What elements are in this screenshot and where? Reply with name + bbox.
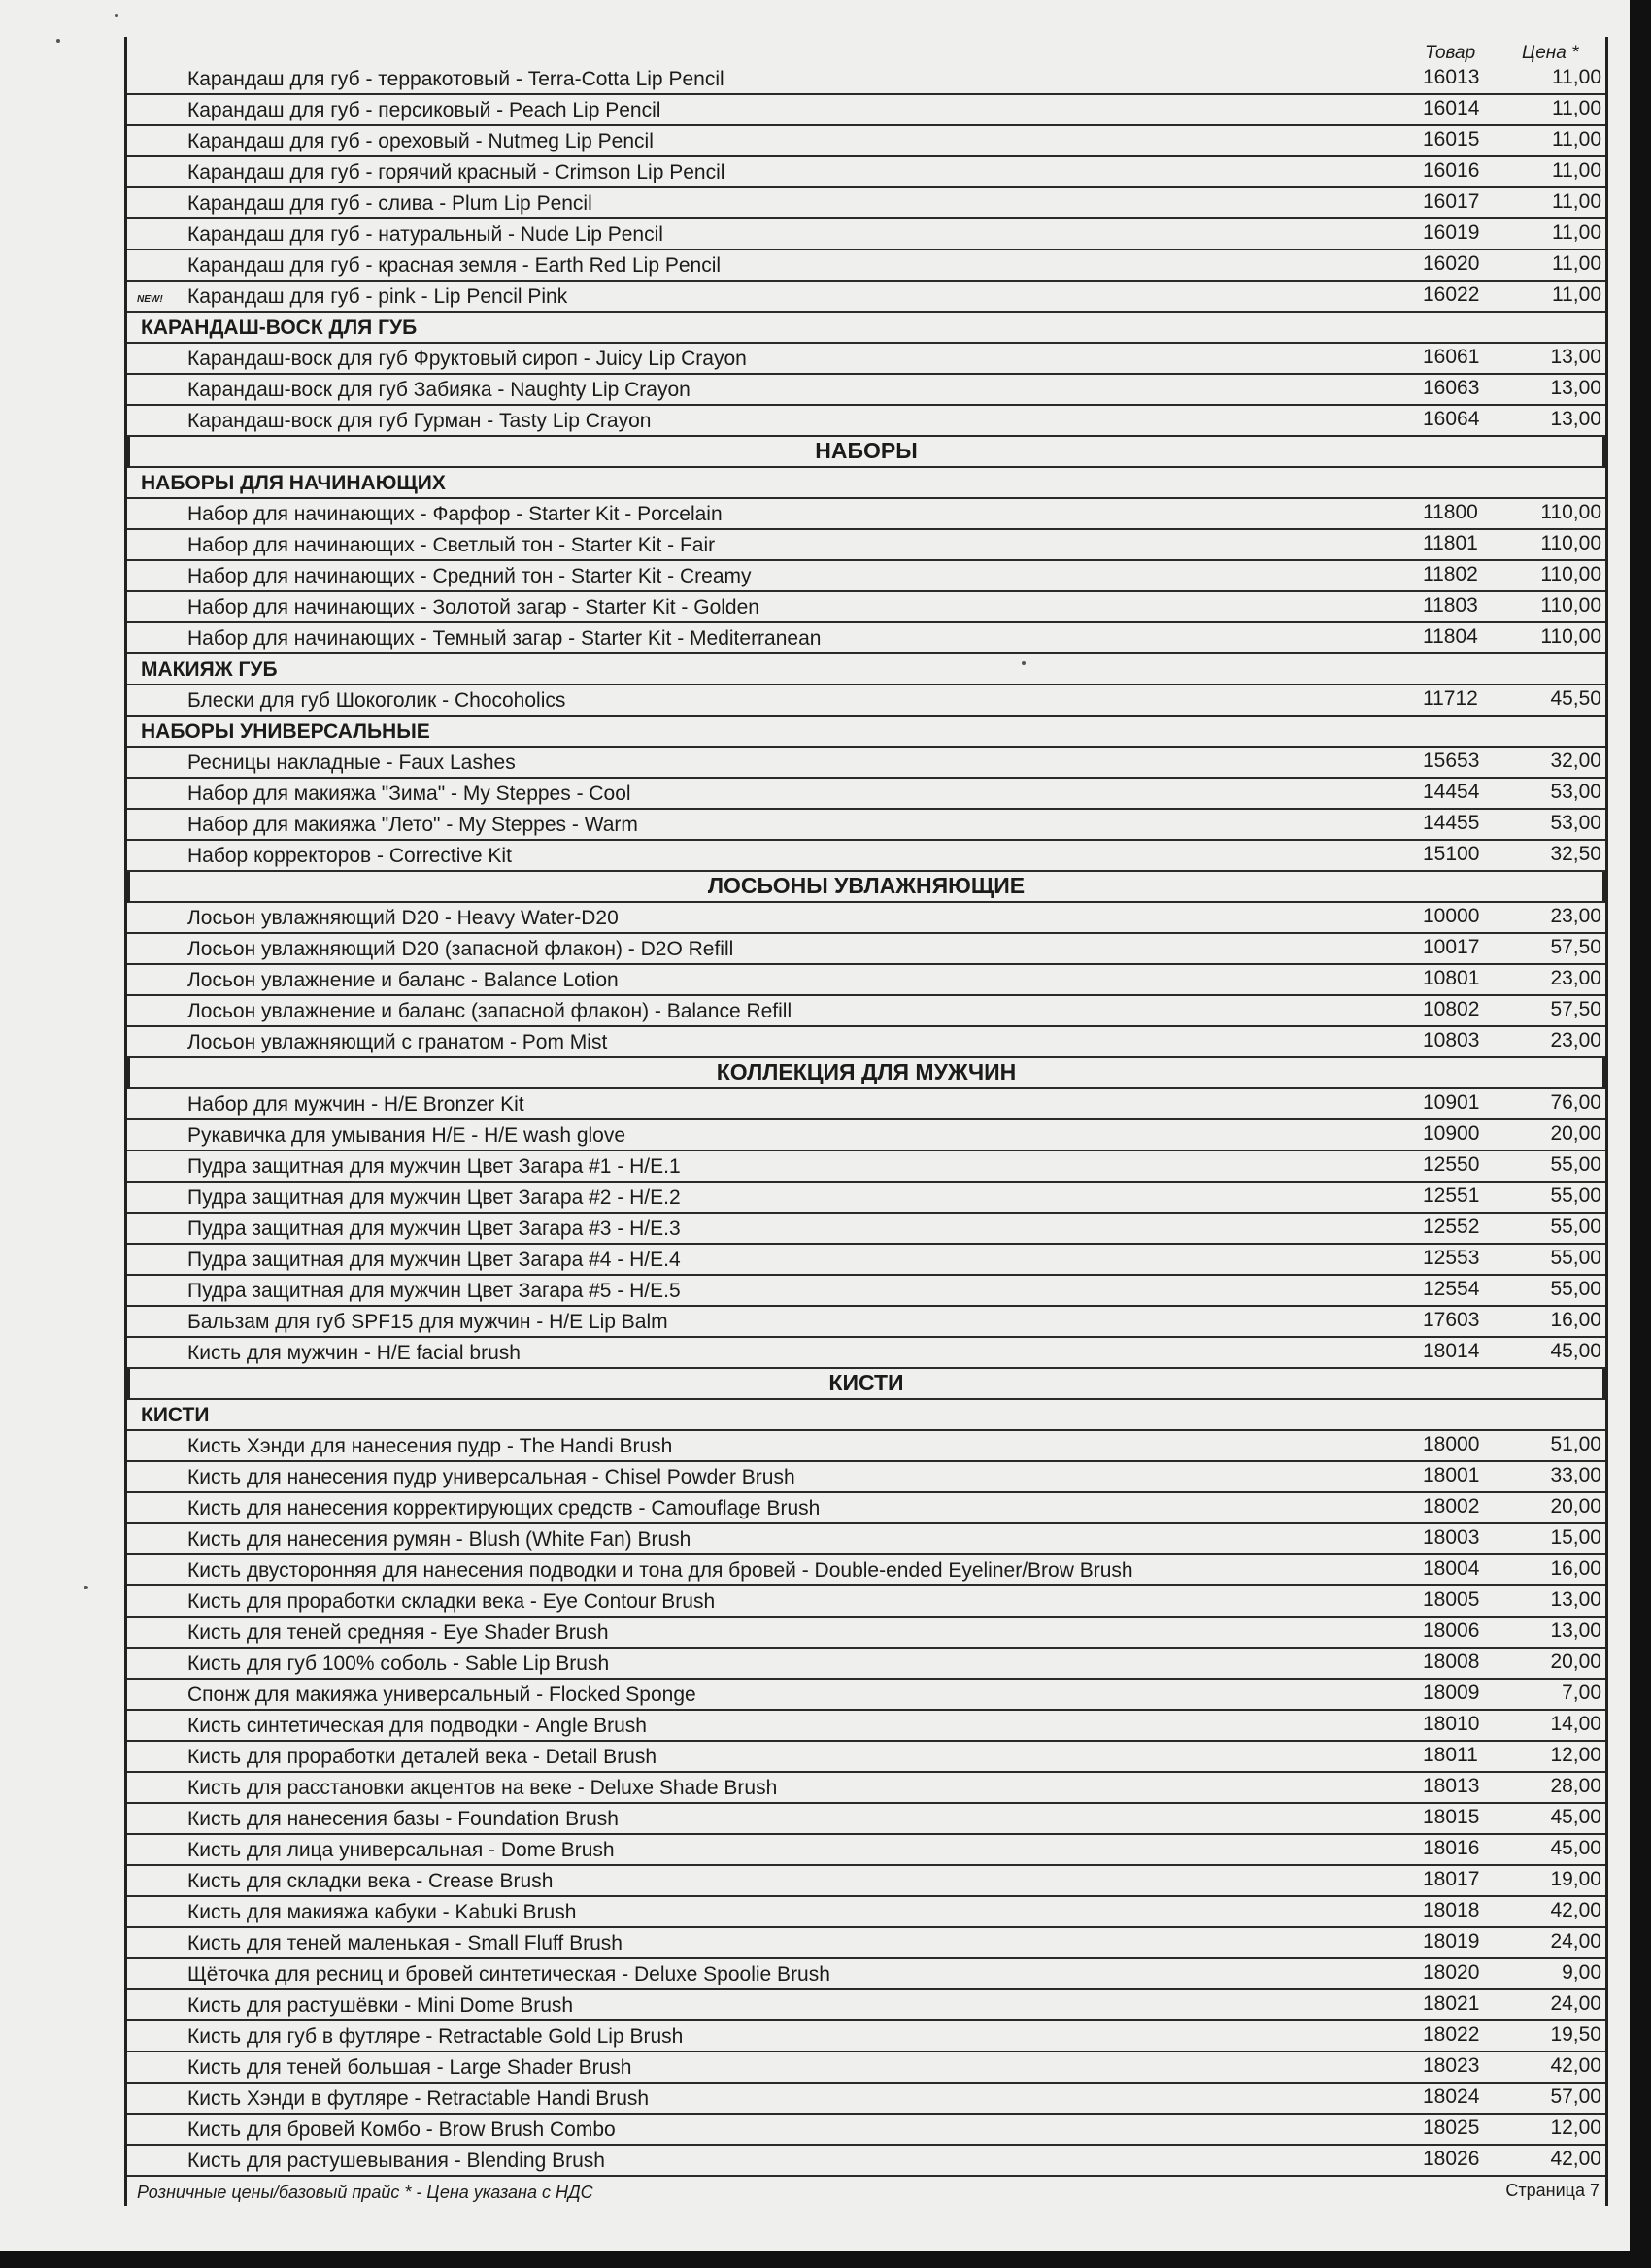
product-price: 11,00	[1552, 159, 1601, 182]
product-price: 11,00	[1552, 66, 1601, 88]
table-row	[127, 841, 1605, 872]
product-code: 10801	[1423, 967, 1480, 989]
product-price: 19,50	[1550, 2023, 1601, 2046]
table-row	[127, 406, 1605, 437]
product-price: 24,00	[1550, 1992, 1601, 2015]
product-price: 11,00	[1552, 190, 1601, 213]
table-row	[127, 1555, 1605, 1586]
section-heading-row	[127, 872, 1605, 903]
product-name: Карандаш-воск для губ Гурман - Tasty Lip Crayon	[187, 410, 652, 432]
product-name: Пудра защитная для мужчин Цвет Загара #1 - H/E.1	[187, 1155, 681, 1178]
product-code: 14454	[1423, 781, 1480, 803]
table-row	[127, 1183, 1605, 1214]
product-code: 10901	[1423, 1091, 1480, 1114]
scan-speck	[84, 1586, 88, 1589]
product-price: 42,00	[1550, 2148, 1601, 2170]
table-row	[127, 2084, 1605, 2115]
product-price: 42,00	[1550, 2054, 1601, 2077]
product-price: 110,00	[1540, 594, 1601, 617]
heading-text: КОЛЛЕКЦИЯ ДЛЯ МУЖЧИН	[716, 1059, 1017, 1084]
product-name: Лосьон увлажнение и баланс (запасной флакон) - Balance Refill	[187, 1000, 792, 1022]
product-code: 11801	[1423, 532, 1478, 554]
product-price: 13,00	[1550, 346, 1601, 368]
product-name: Кисть для губ 100% соболь - Sable Lip Brush	[187, 1652, 610, 1675]
product-price: 14,00	[1550, 1713, 1601, 1735]
heading-text: НАБОРЫ ДЛЯ НАЧИНАЮЩИХ	[141, 472, 446, 494]
heading-text: КАРАНДАШ-ВОСК ДЛЯ ГУБ	[141, 317, 418, 339]
product-name: Кисть для нанесения базы - Foundation Brush	[187, 1808, 619, 1830]
product-name: Кисть для проработки деталей века - Detail Brush	[187, 1746, 657, 1768]
price-table	[124, 37, 1608, 2206]
section-heading-row	[127, 1058, 1605, 1089]
table-row	[127, 530, 1605, 561]
product-price: 55,00	[1550, 1153, 1601, 1176]
heading-text: НАБОРЫ УНИВЕРСАЛЬНЫЕ	[141, 720, 430, 743]
product-code: 16064	[1423, 408, 1480, 430]
product-name: Кисть для нанесения румян - Blush (White Fan) Brush	[187, 1528, 691, 1551]
product-name: Рукавичка для умывания H/E - H/E wash glove	[187, 1124, 626, 1147]
table-row	[127, 623, 1605, 654]
table-row	[127, 2146, 1605, 2177]
product-name: Набор для начинающих - Золотой загар - Starter Kit - Golden	[187, 596, 759, 618]
product-code: 18024	[1423, 2085, 1480, 2108]
table-row	[127, 685, 1605, 717]
table-row	[127, 499, 1605, 530]
product-price: 28,00	[1550, 1775, 1601, 1797]
product-code: 18016	[1423, 1837, 1480, 1859]
product-name: Кисть синтетическая для подводки - Angle Brush	[187, 1715, 647, 1737]
table-row	[127, 188, 1605, 219]
product-price: 16,00	[1550, 1557, 1601, 1580]
product-code: 18023	[1423, 2054, 1480, 2077]
product-name: Набор корректоров - Corrective Kit	[187, 845, 512, 867]
table-row	[127, 1493, 1605, 1524]
product-name: Набор для начинающих - Светлый тон - Starter Kit - Fair	[187, 534, 716, 556]
heading-text: МАКИЯЖ ГУБ	[141, 658, 278, 681]
table-row	[127, 903, 1605, 934]
table-row	[127, 996, 1605, 1027]
product-price: 110,00	[1540, 563, 1601, 585]
table-row	[127, 1151, 1605, 1183]
product-code: 16017	[1423, 190, 1480, 213]
product-price: 32,00	[1550, 750, 1601, 772]
product-name: Кисть для растушёвки - Mini Dome Brush	[187, 1994, 574, 2017]
product-price: 20,00	[1550, 1651, 1601, 1673]
column-header	[127, 37, 1605, 64]
product-name: Карандаш-воск для губ Фруктовый сироп - Juicy Lip Crayon	[187, 348, 747, 370]
product-price: 23,00	[1550, 905, 1601, 927]
product-code: 16015	[1423, 128, 1480, 150]
product-code: 10802	[1423, 998, 1480, 1020]
category-heading-row	[127, 654, 1605, 685]
product-name: Кисть двусторонняя для нанесения подводки и тона для бровей - Double-ended Eyeliner/Brow Brush	[187, 1559, 1133, 1582]
page-number: Страница 7	[1505, 2181, 1600, 2200]
product-code: 18018	[1423, 1899, 1480, 1921]
table-row	[127, 64, 1605, 95]
product-name: Щёточка для ресниц и бровей синтетическая - Deluxe Spoolie Brush	[187, 1963, 830, 1985]
product-price: 55,00	[1550, 1216, 1601, 1238]
table-row	[127, 1276, 1605, 1307]
product-name: Кисть для теней средняя - Eye Shader Brush	[187, 1621, 609, 1644]
product-price: 57,50	[1550, 936, 1601, 958]
product-price: 24,00	[1550, 1930, 1601, 1952]
new-badge: NEW!	[137, 294, 163, 305]
product-price: 13,00	[1550, 408, 1601, 430]
product-price: 23,00	[1550, 967, 1601, 989]
table-row	[127, 375, 1605, 406]
product-code: 18001	[1423, 1464, 1480, 1486]
product-name: Карандаш для губ - слива - Plum Lip Pencil	[187, 192, 592, 215]
product-price: 45,00	[1550, 1806, 1601, 1828]
product-name: Кисть для лица универсальная - Dome Brush	[187, 1839, 615, 1861]
product-price: 53,00	[1550, 781, 1601, 803]
table-body	[127, 64, 1605, 2177]
table-row	[127, 1928, 1605, 1959]
table-row	[127, 282, 1605, 313]
product-price: 11,00	[1552, 284, 1601, 306]
product-code: 11800	[1423, 501, 1478, 523]
product-name: Кисть для теней маленькая - Small Fluff Brush	[187, 1932, 623, 1954]
product-code: 12550	[1423, 1153, 1480, 1176]
product-price: 45,00	[1550, 1837, 1601, 1859]
product-code: 18019	[1423, 1930, 1480, 1952]
table-row	[127, 1680, 1605, 1711]
product-price: 76,00	[1550, 1091, 1601, 1114]
product-name: Блески для губ Шокоголик - Chocoholics	[187, 689, 566, 712]
product-code: 18004	[1423, 1557, 1480, 1580]
product-price: 9,00	[1562, 1961, 1601, 1984]
product-name: Лосьон увлажнение и баланс - Balance Lotion	[187, 969, 619, 991]
table-row	[127, 126, 1605, 157]
product-name: Пудра защитная для мужчин Цвет Загара #5 - H/E.5	[187, 1280, 681, 1302]
table-row	[127, 810, 1605, 841]
product-code: 16061	[1423, 346, 1480, 368]
table-row	[127, 592, 1605, 623]
table-row	[127, 157, 1605, 188]
heading-text: КИСТИ	[141, 1404, 210, 1426]
product-name: Кисть для бровей Комбо - Brow Brush Combo	[187, 2118, 616, 2141]
table-row	[127, 95, 1605, 126]
product-price: 16,00	[1550, 1309, 1601, 1331]
product-code: 11802	[1423, 563, 1478, 585]
footer-note: Розничные цены/базовый прайс * - Цена указана с НДС	[137, 2183, 593, 2202]
table-row	[127, 1711, 1605, 1742]
product-price: 23,00	[1550, 1029, 1601, 1051]
product-code: 12551	[1423, 1184, 1480, 1207]
product-price: 33,00	[1550, 1464, 1601, 1486]
product-code: 18006	[1423, 1619, 1480, 1642]
product-code: 16063	[1423, 377, 1480, 399]
product-code: 18015	[1423, 1806, 1480, 1828]
table-row	[127, 1245, 1605, 1276]
product-name: Карандаш для губ - pink - Lip Pencil Pink	[187, 285, 568, 308]
product-code: 11804	[1423, 625, 1478, 648]
product-name: Карандаш для губ - красная земля - Earth Red Lip Pencil	[187, 254, 722, 277]
product-code: 18025	[1423, 2117, 1480, 2139]
product-name: Карандаш для губ - горячий красный - Crimson Lip Pencil	[187, 161, 725, 183]
table-row	[127, 748, 1605, 779]
product-code: 16013	[1423, 66, 1480, 88]
product-code: 18002	[1423, 1495, 1480, 1518]
product-price: 11,00	[1552, 128, 1601, 150]
product-code: 18013	[1423, 1775, 1480, 1797]
product-code: 18000	[1423, 1433, 1480, 1455]
product-name: Кисть для нанесения пудр универсальная - Chisel Powder Brush	[187, 1466, 795, 1488]
product-price: 20,00	[1550, 1495, 1601, 1518]
product-name: Кисть для нанесения корректирующих средств - Camouflage Brush	[187, 1497, 821, 1519]
product-name: Бальзам для губ SPF15 для мужчин - H/E Lip Balm	[187, 1311, 668, 1333]
product-code: 18009	[1423, 1682, 1480, 1704]
table-row	[127, 2115, 1605, 2146]
table-row	[127, 1586, 1605, 1618]
product-name: Кисть для расстановки акцентов на веке - Deluxe Shade Brush	[187, 1777, 778, 1799]
product-code: 14455	[1423, 812, 1480, 834]
product-name: Кисть Хэнди в футляре - Retractable Handi Brush	[187, 2087, 650, 2110]
product-name: Кисть для макияжа кабуки - Kabuki Brush	[187, 1901, 577, 1923]
product-code: 12554	[1423, 1278, 1480, 1300]
product-price: 13,00	[1550, 1619, 1601, 1642]
category-heading-row	[127, 1400, 1605, 1431]
product-price: 55,00	[1550, 1278, 1601, 1300]
product-price: 110,00	[1540, 625, 1601, 648]
table-row	[127, 1338, 1605, 1369]
table-row	[127, 344, 1605, 375]
column-code-header: Товар	[1425, 43, 1476, 63]
product-price: 20,00	[1550, 1122, 1601, 1145]
product-code: 16022	[1423, 284, 1480, 306]
product-code: 11803	[1423, 594, 1478, 617]
table-row	[127, 1959, 1605, 1990]
table-row	[127, 1773, 1605, 1804]
category-heading-row	[127, 313, 1605, 344]
product-code: 18008	[1423, 1651, 1480, 1673]
table-row	[127, 965, 1605, 996]
product-price: 11,00	[1552, 221, 1601, 244]
product-code: 18017	[1423, 1868, 1480, 1890]
product-price: 7,00	[1562, 1682, 1601, 1704]
product-code: 16014	[1423, 97, 1480, 119]
product-code: 16016	[1423, 159, 1480, 182]
table-row	[127, 1835, 1605, 1866]
product-code: 15100	[1423, 843, 1480, 865]
product-name: Кисть для растушевывания - Blending Brush	[187, 2150, 605, 2172]
product-code: 10900	[1423, 1122, 1480, 1145]
product-price: 110,00	[1540, 501, 1601, 523]
product-price: 45,50	[1550, 687, 1601, 710]
product-price: 57,50	[1550, 998, 1601, 1020]
product-code: 10000	[1423, 905, 1480, 927]
product-price: 11,00	[1552, 252, 1601, 275]
table-row	[127, 1120, 1605, 1151]
product-name: Лосьон увлажняющий D20 - Heavy Water-D20	[187, 907, 619, 929]
product-name: Кисть для проработки складки века - Eye Contour Brush	[187, 1590, 716, 1613]
table-row	[127, 1618, 1605, 1649]
product-code: 10803	[1423, 1029, 1480, 1051]
product-name: Набор для начинающих - Средний тон - Starter Kit - Creamy	[187, 565, 752, 587]
product-name: Набор для начинающих - Темный загар - Starter Kit - Mediterranean	[187, 627, 822, 650]
product-code: 16019	[1423, 221, 1480, 244]
table-row	[127, 1214, 1605, 1245]
product-code: 18022	[1423, 2023, 1480, 2046]
product-name: Карандаш для губ - персиковый - Peach Lip Pencil	[187, 99, 661, 121]
product-name: Пудра защитная для мужчин Цвет Загара #4 - H/E.4	[187, 1249, 681, 1271]
product-code: 12552	[1423, 1216, 1480, 1238]
product-name: Кисть для мужчин - H/E facial brush	[187, 1342, 521, 1364]
scan-speck	[115, 14, 118, 17]
product-price: 13,00	[1550, 377, 1601, 399]
product-price: 53,00	[1550, 812, 1601, 834]
table-row	[127, 561, 1605, 592]
table-row	[127, 219, 1605, 250]
product-name: Набор для начинающих - Фарфор - Starter Kit - Porcelain	[187, 503, 723, 525]
table-row	[127, 1742, 1605, 1773]
product-code: 18014	[1423, 1340, 1480, 1362]
table-row	[127, 1089, 1605, 1120]
category-heading-row	[127, 468, 1605, 499]
product-code: 18010	[1423, 1713, 1480, 1735]
table-row	[127, 1897, 1605, 1928]
table-row	[127, 934, 1605, 965]
table-row	[127, 1804, 1605, 1835]
heading-text: КИСТИ	[828, 1370, 904, 1395]
product-name: Пудра защитная для мужчин Цвет Загара #2 - H/E.2	[187, 1186, 681, 1209]
product-price: 42,00	[1550, 1899, 1601, 1921]
product-price: 55,00	[1550, 1184, 1601, 1207]
product-name: Кисть для губ в футляре - Retractable Gold Lip Brush	[187, 2025, 684, 2048]
table-row	[127, 1649, 1605, 1680]
product-code: 12553	[1423, 1247, 1480, 1269]
product-name: Набор для макияжа "Лето" - My Steppes - Warm	[187, 814, 638, 836]
table-row	[127, 1307, 1605, 1338]
product-name: Спонж для макияжа универсальный - Flocked Sponge	[187, 1684, 696, 1706]
product-name: Лосьон увлажняющий с гранатом - Pom Mist	[187, 1031, 608, 1053]
product-price: 110,00	[1540, 532, 1601, 554]
table-row	[127, 2021, 1605, 2052]
product-name: Набор для макияжа "Зима" - My Steppes - Cool	[187, 783, 631, 805]
heading-text: ЛОСЬОНЫ УВЛАЖНЯЮЩИЕ	[707, 873, 1026, 898]
product-code: 18003	[1423, 1526, 1480, 1549]
product-name: Ресницы накладные - Faux Lashes	[187, 751, 516, 774]
product-code: 18021	[1423, 1992, 1480, 2015]
scan-edge-bottom	[0, 2251, 1651, 2268]
section-heading-row	[127, 437, 1605, 468]
product-code: 16020	[1423, 252, 1480, 275]
product-name: Лосьон увлажняющий D20 (запасной флакон) - D2O Refill	[187, 938, 734, 960]
product-price: 55,00	[1550, 1247, 1601, 1269]
product-code: 11712	[1423, 687, 1478, 710]
table-row	[127, 250, 1605, 282]
product-price: 51,00	[1550, 1433, 1601, 1455]
table-row	[127, 1431, 1605, 1462]
table-row	[127, 1027, 1605, 1058]
heading-text: НАБОРЫ	[815, 438, 918, 463]
product-price: 57,00	[1550, 2085, 1601, 2108]
category-heading-row	[127, 717, 1605, 748]
product-name: Набор для мужчин - H/E Bronzer Kit	[187, 1093, 524, 1116]
product-price: 11,00	[1552, 97, 1601, 119]
scan-speck	[56, 39, 60, 43]
product-name: Пудра защитная для мужчин Цвет Загара #3 - H/E.3	[187, 1217, 681, 1240]
product-price: 32,50	[1550, 843, 1601, 865]
table-row	[127, 1524, 1605, 1555]
product-code: 17603	[1423, 1309, 1480, 1331]
product-name: Кисть для теней большая - Large Shader Brush	[187, 2056, 632, 2079]
product-name: Карандаш для губ - натуральный - Nude Lip Pencil	[187, 223, 663, 246]
table-row	[127, 1462, 1605, 1493]
product-code: 18026	[1423, 2148, 1480, 2170]
section-heading-row	[127, 1369, 1605, 1400]
table-row	[127, 1990, 1605, 2021]
product-code: 18005	[1423, 1588, 1480, 1611]
product-price: 19,00	[1550, 1868, 1601, 1890]
product-price: 15,00	[1550, 1526, 1601, 1549]
table-row	[127, 779, 1605, 810]
product-code: 18011	[1423, 1744, 1478, 1766]
product-code: 10017	[1423, 936, 1480, 958]
product-code: 15653	[1423, 750, 1480, 772]
product-price: 45,00	[1550, 1340, 1601, 1362]
scan-edge-right	[1630, 0, 1651, 2268]
product-name: Карандаш-воск для губ Забияка - Naughty Lip Crayon	[187, 379, 691, 401]
product-price: 12,00	[1550, 2117, 1601, 2139]
product-name: Карандаш для губ - ореховый - Nutmeg Lip Pencil	[187, 130, 654, 152]
product-price: 13,00	[1550, 1588, 1601, 1611]
product-name: Кисть для складки века - Crease Brush	[187, 1870, 554, 1892]
product-price: 12,00	[1550, 1744, 1601, 1766]
page-footer	[127, 2177, 1605, 2206]
product-code: 18020	[1423, 1961, 1480, 1984]
product-name: Карандаш для губ - терракотовый - Terra-Cotta Lip Pencil	[187, 68, 724, 90]
product-name: Кисть Хэнди для нанесения пудр - The Handi Brush	[187, 1435, 673, 1457]
table-row	[127, 2052, 1605, 2084]
table-row	[127, 1866, 1605, 1897]
column-price-header: Цена *	[1522, 43, 1579, 63]
